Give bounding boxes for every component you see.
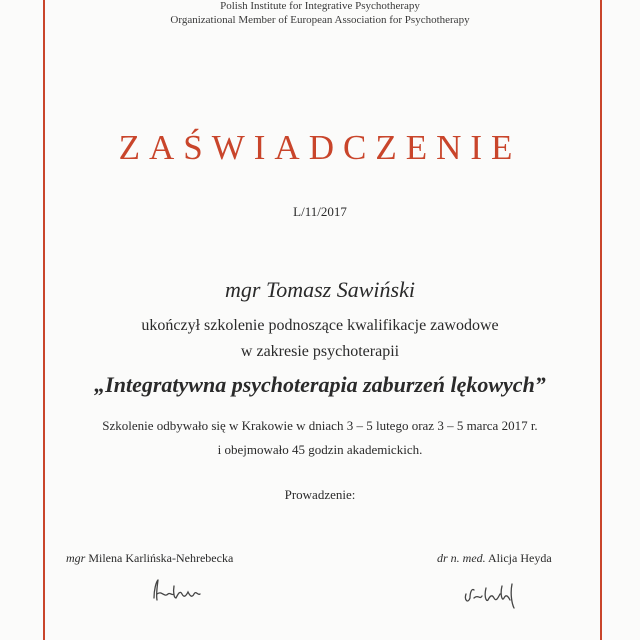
- signatory-right-title: dr n. med.: [437, 551, 486, 565]
- details-line-2: i obejmowało 45 godzin akademickich.: [217, 442, 423, 457]
- document-title: ZAŚWIADCZENIE: [118, 128, 522, 167]
- signatory-left: [66, 551, 233, 566]
- statement-line-1: ukończył szkolenie podnoszące kwalifikacje zawodowe: [141, 317, 499, 334]
- certificate-number: L/11/2017: [293, 204, 347, 219]
- signatory-right: [437, 551, 552, 566]
- institute-header: [0, 0, 640, 27]
- signatory-left-title: mgr: [66, 551, 86, 565]
- details-line-1: Szkolenie odbywało się w Krakowie w dniach 3 – 5 lutego oraz 3 – 5 marca 2017 r.: [102, 418, 538, 433]
- statement-line-2: w zakresie psychoterapii: [240, 343, 400, 360]
- institute-name: Polish Institute for Integrative Psychotherapy: [220, 0, 420, 12]
- signature-right: [460, 580, 530, 610]
- led-by-label: Prowadzenie:: [284, 487, 356, 502]
- course-title: „Integratywna psychoterapia zaburzeń lękowych”: [94, 372, 546, 397]
- signatory-right-name: Alicja Heyda: [488, 551, 552, 565]
- institute-membership: Organizational Member of European Association for Psychotherapy: [170, 14, 470, 26]
- recipient-name: mgr Tomasz Sawiński: [225, 277, 415, 302]
- signatory-left-name: Milena Karlińska-Nehrebecka: [88, 551, 234, 565]
- signature-left: [150, 576, 210, 604]
